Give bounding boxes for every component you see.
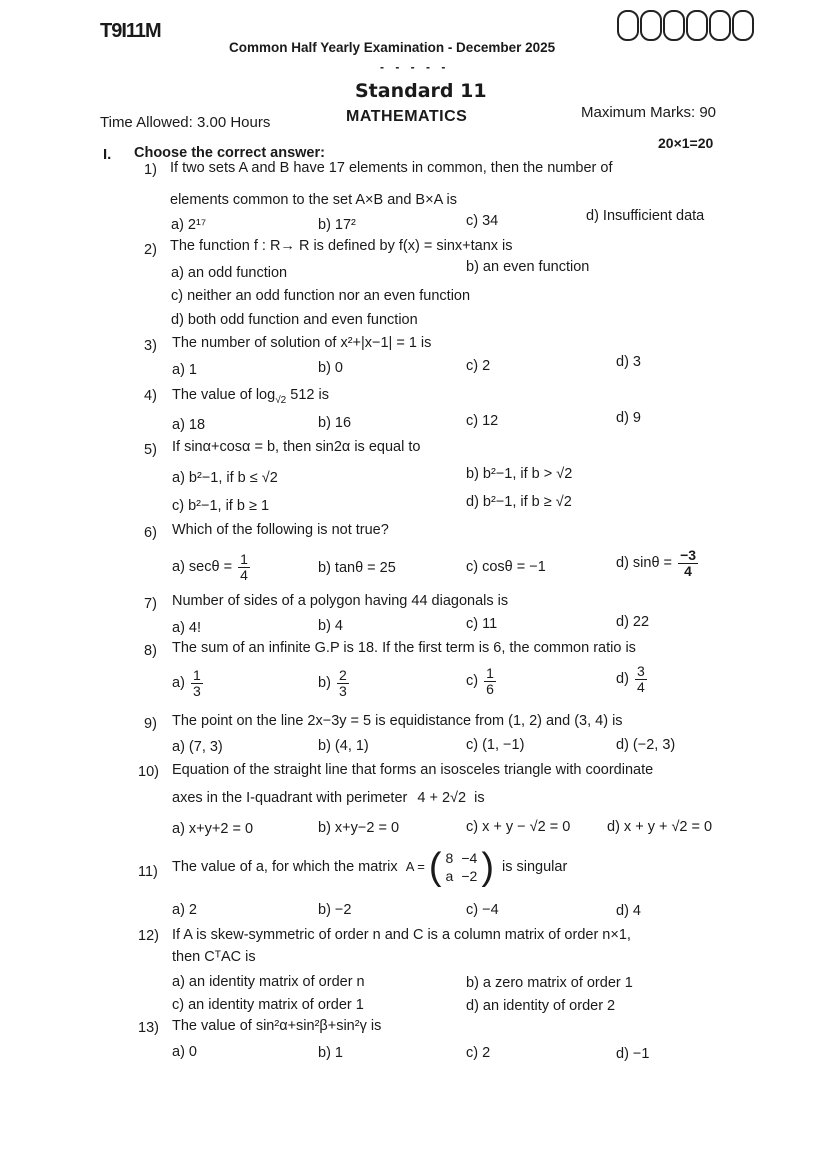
register-box	[732, 10, 754, 41]
option-a: a) x+y+2 = 0	[172, 821, 254, 837]
option-b: b) 0	[318, 360, 343, 376]
option-a: a) 18	[172, 417, 206, 433]
option-a: a) 0	[172, 1044, 197, 1060]
fraction	[238, 552, 250, 582]
register-box	[640, 10, 662, 41]
option-d: d) 3	[616, 354, 641, 370]
option-c: c) 11	[466, 616, 498, 632]
time-allowed: Time Allowed: 3.00 Hours	[100, 114, 271, 131]
matrix-cell: −4	[461, 849, 478, 866]
numerator: 1	[240, 551, 248, 567]
subject-title: MATHEMATICS	[346, 108, 468, 125]
denominator: 4	[240, 566, 248, 583]
option-label: d) sinθ =	[616, 555, 673, 572]
option-a: a) an odd function	[171, 265, 288, 281]
question-number: 10)	[138, 764, 159, 780]
denominator: 3	[338, 682, 347, 699]
question-number: 12)	[138, 928, 159, 944]
question-number: 8)	[144, 643, 157, 659]
question-number: 5)	[144, 442, 157, 458]
option-a: a) an identity matrix of order n	[172, 974, 365, 990]
register-box	[686, 10, 708, 41]
option-c: c) neither an odd function nor an even function	[171, 288, 471, 304]
log-text: The value of log	[172, 387, 276, 403]
fraction	[484, 666, 496, 696]
question-text	[172, 848, 567, 886]
option-d: d) 4	[616, 903, 641, 919]
text-part: is	[474, 790, 485, 806]
option-d: d) (−2, 3)	[616, 737, 676, 753]
text-part: axes in the I-quadrant with perimeter	[172, 790, 408, 806]
option-label: a) secθ =	[172, 559, 233, 576]
log-argument: 512 is	[290, 387, 329, 403]
option-b: b) −2	[318, 902, 352, 918]
option-b: b) 17²	[318, 217, 356, 233]
numerator: 1	[192, 667, 201, 683]
question-number: 7)	[144, 596, 157, 612]
option-label: c)	[466, 673, 479, 690]
option-b: b) 4	[318, 618, 343, 634]
option-b: b) 16	[318, 415, 352, 431]
question-text: then CᵀAC is	[172, 949, 256, 965]
question-number: 1)	[144, 162, 157, 178]
option-a	[172, 668, 205, 698]
fraction	[337, 668, 349, 698]
standard-heading: Standard 11	[355, 80, 487, 102]
option-d: d) b²−1, if b ≥ √2	[466, 494, 572, 510]
option-d: d) 9	[616, 410, 641, 426]
option-c	[466, 666, 498, 696]
option-a: a) b²−1, if b ≤ √2	[172, 470, 278, 486]
log-base: √2	[275, 394, 287, 406]
numerator: 3	[636, 663, 645, 679]
exam-title: Common Half Yearly Examination - December 2025	[229, 40, 556, 55]
question-text: elements common to the set A×B and B×A is	[170, 192, 457, 208]
fraction	[678, 548, 698, 578]
left-bracket: (	[428, 846, 442, 888]
section-score: 20×1=20	[658, 135, 714, 151]
option-a	[172, 552, 252, 582]
option-a: a) 2	[172, 902, 197, 918]
maximum-marks: Maximum Marks: 90	[581, 104, 717, 121]
register-box	[617, 10, 639, 41]
numerator: 2	[338, 667, 347, 683]
option-c: c) −4	[466, 902, 499, 918]
option-c: c) (1, −1)	[466, 737, 525, 753]
option-b: b) tanθ = 25	[318, 560, 396, 576]
question-text	[172, 387, 329, 406]
option-d: d) 22	[616, 614, 650, 630]
text-part: is singular	[502, 858, 568, 875]
option-b: b) 1	[318, 1045, 343, 1061]
matrix-cell: −2	[461, 868, 478, 884]
question-number: 13)	[138, 1020, 159, 1036]
question-text: If two sets A and B have 17 elements in common, then the number of	[170, 160, 613, 176]
option-c: c) cosθ = −1	[466, 559, 546, 575]
option-c: c) b²−1, if b ≥ 1	[172, 498, 270, 514]
option-d	[616, 548, 700, 578]
question-text: Number of sides of a polygon having 44 diagonals is	[172, 593, 509, 609]
option-b: b) b²−1, if b > √2	[466, 466, 573, 482]
option-c: c) 12	[466, 413, 499, 429]
question-text: The value of sin²α+sin²β+sin²γ is	[172, 1018, 382, 1034]
option-b: b) a zero matrix of order 1	[466, 975, 633, 991]
matrix	[429, 848, 494, 886]
section-number: I.	[103, 146, 112, 163]
option-d: d) both odd function and even function	[171, 312, 418, 328]
numerator: 1	[486, 665, 494, 681]
register-box	[663, 10, 685, 41]
fraction	[635, 664, 647, 694]
question-text: The point on the line 2x−3y = 5 is equidistance from (1, 2) and (3, 4) is	[172, 713, 623, 729]
perimeter-value: 4 + 2√2	[417, 790, 467, 806]
option-a: a) 1	[172, 362, 197, 378]
option-a: a) (7, 3)	[172, 739, 223, 755]
paper-code: T9I11M	[100, 20, 161, 42]
question-text: If A is skew-symmetric of order n and C is a column matrix of order n×1,	[172, 927, 631, 943]
question-text: The sum of an infinite G.P is 18. If the first term is 6, the common ratio is	[172, 640, 636, 656]
matrix-cell: 8	[445, 849, 454, 866]
option-d: d) −1	[616, 1046, 650, 1062]
matrix-table	[442, 849, 482, 885]
option-b	[318, 668, 351, 698]
option-d: d) x + y + √2 = 0	[607, 819, 713, 835]
matrix-label: A =	[405, 858, 425, 874]
question-number: 6)	[144, 525, 157, 541]
option-d	[616, 664, 649, 694]
option-c: c) x + y − √2 = 0	[466, 819, 571, 835]
fraction	[191, 668, 203, 698]
option-d: d) an identity of order 2	[466, 998, 616, 1014]
right-bracket: )	[481, 846, 494, 888]
question-text	[172, 790, 485, 806]
question-text: The number of solution of x²+|x−1| = 1 is	[172, 335, 432, 351]
denominator: 3	[192, 682, 201, 699]
option-b: b) x+y−2 = 0	[318, 820, 400, 836]
question-number: 4)	[144, 388, 157, 404]
option-b: b) an even function	[466, 259, 590, 275]
option-c: c) 34	[466, 213, 499, 229]
register-box	[709, 10, 731, 41]
question-number: 11)	[138, 864, 158, 880]
text-part: The value of a, for which the matrix	[172, 858, 398, 875]
question-number: 3)	[144, 338, 157, 354]
option-label: a)	[172, 675, 185, 692]
denominator: 4	[684, 562, 692, 579]
question-number: 9)	[144, 716, 157, 732]
question-text: Which of the following is not true?	[172, 522, 389, 538]
option-c: c) 2	[466, 1045, 491, 1061]
option-c: c) 2	[466, 358, 491, 374]
option-c: c) an identity matrix of order 1	[172, 997, 364, 1013]
option-a: a) 4!	[172, 620, 202, 636]
denominator: 6	[486, 680, 494, 697]
title-dashes: - - - - -	[380, 60, 450, 74]
denominator: 4	[636, 678, 645, 695]
option-label: d)	[616, 671, 629, 688]
matrix-cell: a	[445, 868, 454, 884]
question-text: If sinα+cosα = b, then sin2α is equal to	[172, 439, 421, 455]
section-title: Choose the correct answer:	[134, 145, 325, 161]
option-b: b) (4, 1)	[318, 738, 369, 754]
option-a: a) 2¹⁷	[171, 217, 207, 233]
question-text: Equation of the straight line that forms an isosceles triangle with coordinate	[172, 762, 654, 778]
register-number-boxes	[616, 10, 754, 41]
option-d: d) Insufficient data	[586, 208, 705, 224]
question-number: 2)	[144, 242, 157, 258]
numerator: −3	[680, 547, 697, 563]
question-text: The function f : R→ R is defined by f(x) = sinx+tanx is	[170, 238, 513, 254]
option-label: b)	[318, 675, 331, 692]
